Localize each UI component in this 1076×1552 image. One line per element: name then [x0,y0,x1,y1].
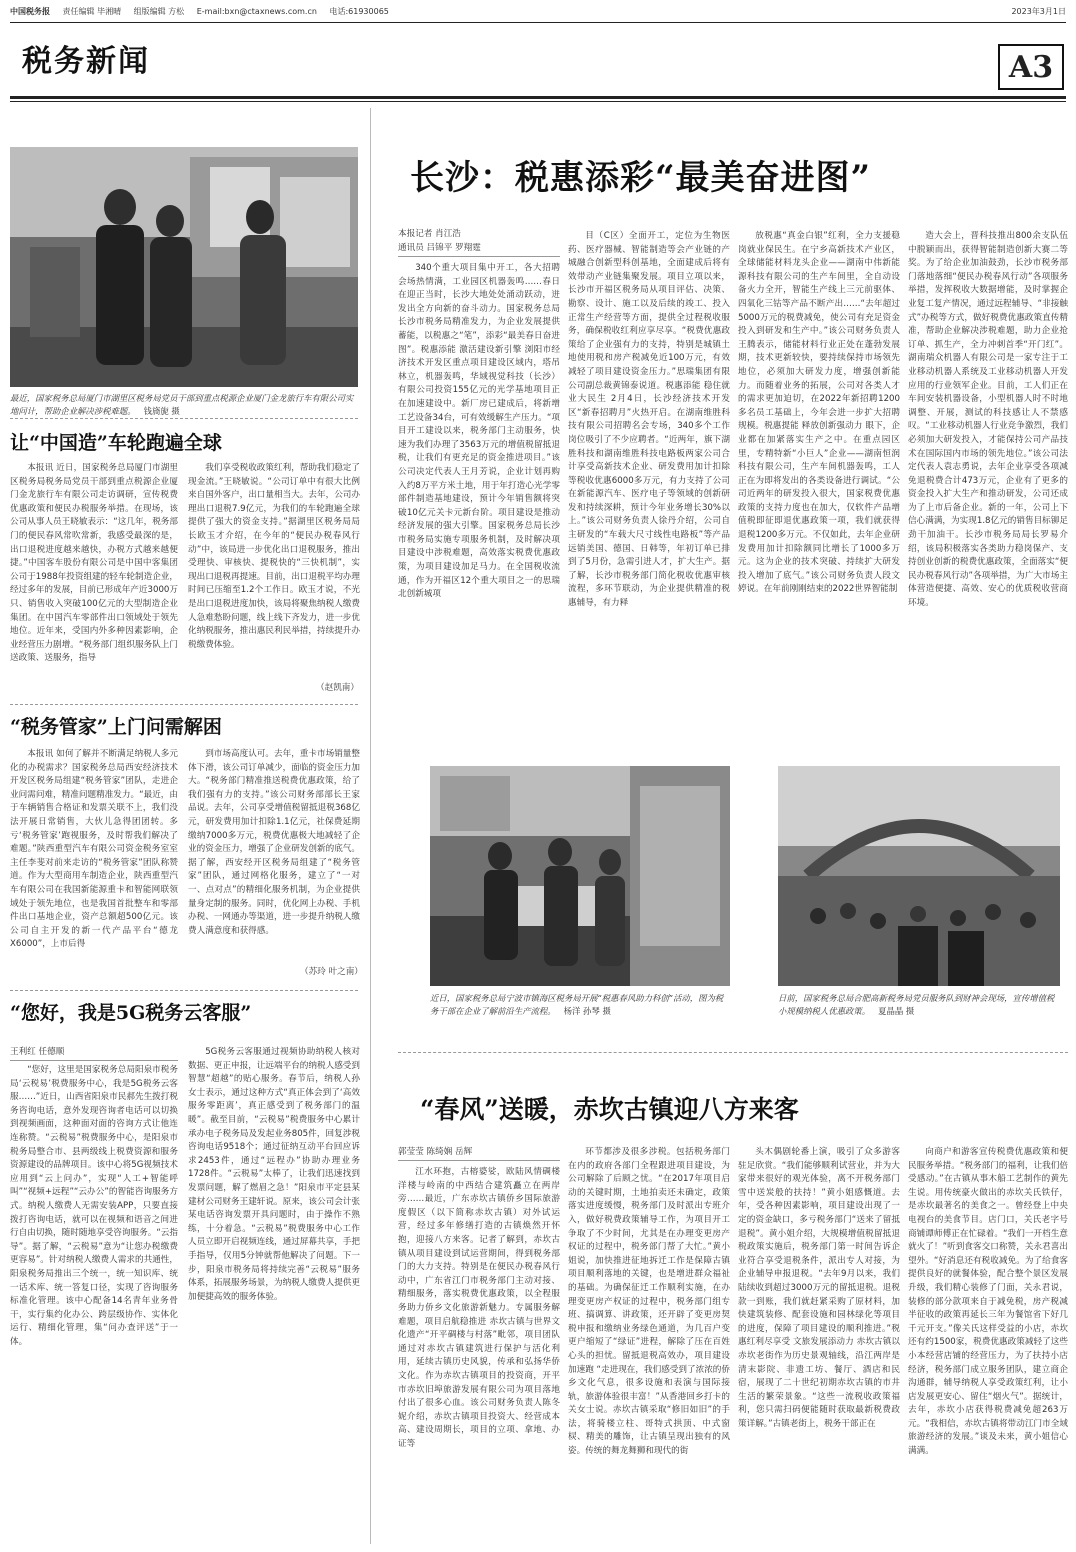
article3-byline: 王利红 任德顺 [10,1047,65,1057]
divider [10,704,358,705]
article2-col1: 本报讯 如何了解并不断满足纳税人多元化的办税需求？国家税务总局西安经济技术开发区税务局组建“税务管家”团队，走进企业问需问难，精准问题精准发力。“最近，由于车辆销售合格证和发票关联不上，我们没法开展日常销售，大伙儿急得团团转。多亏‘税务管家’跑视服务，及时帮我们解决了难题。”陕西重型汽车有限公司资金税务室室主任李斐对前来走访的“税务管家”团队称赞道。作为大型商用车制造企业，陕西重型汽车有限公司在我国新能源重卡和智能网联领域处于领先地位，也是我国首批整车和零部件出口基地企业，资产总额超500亿元。该公司自主开发的新一代产品平台“德龙X6000”，上市后得 [10,749,178,950]
email[interactable]: E-mail:bxn@ctaxnews.com.cn [196,7,317,16]
phone: 电话:61930065 [329,7,389,16]
feature-col1: 340个重大项目集中开工，各大招聘会场热情满，工业园区机器轰鸣……春日在迎正当时，长沙大地处处涌动跃动，迸发出全方向新的奋斗动力。国家税务总局长沙市税务局精准发力，为企业发展提供蓄能，以税惠之“笔”，添彩“最美春日奋进图”。税惠添能 激活建设新引擎 浏阳市经济技术开发区重点项目建设区域内，塔吊林立，机器轰鸣，华域视觉科技（长沙）有限公司投资155亿元的光学基地项目正在加速建设中。新厂房已建成后，将新增工艺设备34台，可有效缓解生产压力。“项目开工建设以来，税务部门主动服务，快速为我们办理了3563万元的增值税留抵退税，让我们有更充足的资金推进项目。”该公司决定代表人王月芳说，企业计划再购入约8万平方米土地，用于年打造心光学零部件制造基地建设，预计今年销售额将突破10亿元关卡元新台阶。项目建设是推动经济发展的强大引擎。国家税务总局长沙市税务局实施专项服务机制，及时解决项目建设中涉税难题，高效落实税费优惠政策，为项目建设加足马力。在全国税收流通，作为开福区12个重大项目之一的思瑞北创新城项 [398,263,560,600]
photo3-caption-text: 日前，国家税务总局合肥高新税务局党员服务队到财神会现场，宣传增值税小规模纳税人优惠政策。 [778,993,1055,1016]
divider [10,990,358,991]
editor-credit: 责任编辑 毕湘晴 [62,7,122,16]
photo3-caption [778,992,1060,1018]
article2-author: （苏玲 叶之南） [300,967,363,977]
masthead-rule [10,22,1066,23]
paper-name: 中国税务报 [10,7,50,16]
article4-byline: 郭莹莹 陈绮娴 岳辉 [398,1147,473,1157]
article3-col2: 5G税务云客服通过视频协助纳税人核对数据、更正申报，让远端平台的纳税人感受到智慧“超越”的贴心服务。春节后，纳税人孙女士表示，通过这种方式“真正体会到了‘高效服务零距离’，真正感受到了税务部门的温暖”。截至目前，“云税易”税费服务中心累计承办电子税务局及发起业务805件，回复涉税咨询电话9518个；通过征纳互动平台回应诉求2453件，通过“远程办”协助办理业务1728件。“云税易”太棒了，让我们迅速找到发票问题，解了燃眉之急！”阳泉市平定县某建材公司财务王建轩说。原来，该公司会计张某电话咨询发票开具问题时，由于操作不熟练，十分着急。“云税易”税费服务中心工作人员立即开启视频连线，通过屏幕共享，手把手指导，仅用5分钟就帮他解决了问题。下一步，阳泉市税务局将持续完善“云税易”服务体系，拓展服务场景，为纳税人缴费人提供更加便捷高效的服务体验。 [188,1047,360,1302]
photo2-caption [430,992,730,1018]
photo-tax-officers-fair [778,766,1060,986]
header-rule-thin [10,101,1066,102]
feature-col4: 造大会上，晋科技推出800余支队伍中脱颖而出，获得智能制造创新大赛二等奖。为了给企业加油鼓劲，长沙市税务部门落地落细“便民办税春风行动”各项服务举措，发挥税收大数据增能，及时掌握企业复工复产情况，通过远程辅导、“非接触式”办税等方式，做好税费优惠政策直传精准，帮助企业解决涉税难题，助力企业抢订单、抓生产，全力冲刺首季“开门红”。湖南瑞众机器人有限公司是一家专注于工业移动机器人系统及工业移动机器人开发应用的行业领军企业。目前，工人们正在车间安装机器设备，小型机器人时不时地调整、开展，测试的科技感让人不禁感叹。“工业移动机器人行业竞争激烈，我们必须加大研发投入，才能保持公司产品技术在国际国内市场的领先地位。”该公司法定代表人袁志勇说，去年企业享受各项减免退税费合计473万元，企业有了更多的资金投入扩大生产和推动研发，公司还成为了上市后备企业。新的一年，公司上下信心满满，为实现1.8亿元的销售目标铆足劲干加油干。长沙市税务局局长罗易介绍，该局积极落实各类助力稳岗保产、支持创业创新的税费优惠政策，全面落实“便民办税春风行动”各项举措，为广大市场主体营造便捷、高效、安心的优质税收营商环境。 [908,231,1068,609]
article4-title: “春风”送暖，赤坎古镇迎八方来客 [420,1095,799,1124]
article4-col3: 头木偶剧轮番上演，吸引了众多游客驻足欣赏。“我们能够顺利试营业，并为大家带来很好的观光体验，离不开税务部门雪中送炭般的扶持！”黄小姐感慨道。去年，受各种因素影响，项目建设出现了一定的资金缺口，多亏税务部门“送来了留抵退税”。黄小姐介绍，大规模增值税留抵退税政策实施后，税务部门第一时间告诉企业符合享受退税条件，派出专人对接，为企业辅导申报退税。“去年9月以来，我们陆续收到超过3000万元的留抵退税。退税款一到账，我们就赶紧采购了原材料，加快建筑装修、配套设施和园林绿化等项目的进度，保障了项目建设的顺利推进。”税惠红利尽享受 文旅发展添动力 赤坎古镇以赤坎老街作为历史景观轴线，沿江两岸是清末影院、非遗工坊、餐厅、酒店和民宿，展现了二十世纪初期赤坎古镇的市井生活的繁荣景象。“这些一流税收政策福利，您只需扫码便能随时获取最新税费政策详解。”古镇老街上，税务干部正在 [738,1147,900,1429]
photo1-caption [10,392,358,418]
photo2-caption-text: 近日，国家税务总局宁波市镇海区税务局开展“税惠春风助力科创”活动，图为税务干部在企业了解前沿生产流程。 [430,993,724,1016]
photo3-credit: 夏晶晶 摄 [878,1006,915,1016]
photo1-caption-text: 最近，国家税务总局厦门市湖里区税务局党员干部到重点税源企业厦门金龙旅行车有限公司实地问计，帮助企业解决涉税难题。 [10,393,354,416]
article4-col1: 江水环抱，古榕婆娑，欧陆风情碉楼洋楼与岭南的中西结合建筑矗立在两岸旁……最近，广东赤坎古镇侨乡国际旅游度假区（以下简称赤坎古镇）对外试运营，经过多年修缮打造的古镇焕然开怀抱，迎接八方来客。记者了解到，赤坎古镇从项目建设到试运营期间，得到税务部门的大力支持。特别是在便民办税春风行动中，广东省江门市税务部门主动对接、精细服务，落实税费优惠政策，以全程服务助力侨乡文化旅游新魅力。专属服务解难题，项目启航稳推进 赤坎古镇与世界文化遗产“开平碉楼与村落”毗邻，项目团队通过对赤坎古镇建筑进行保护与活化利用，延续古镇历史风貌，传承和弘扬华侨文化。作为赤坎古镇项目的投资商，开平市赤坎旧埠旅游发展有限公司为项目落地付出了很多心血。该公司财务负责人陈冬妮介绍，赤坎古镇项目投资大、经营成本高、建设周期长，项目的立项、拿地、办证等 [398,1167,560,1449]
header-rule-thick [10,96,1066,99]
divider [10,418,358,419]
byline-rule [398,256,560,257]
feature-byline-2: 通讯员 吕锦平 罗翔霆 [398,243,481,253]
article1-author: （赵凯南） [316,683,359,693]
article3-col1: “您好，这里是国家税务总局阳泉市税务局‘云税易’税费服务中心，我是5G税务云客服……”近日，山西省阳泉市民郝先生拨打税务咨询电话，意外发现咨询者电话可以切换到视频画面，这种面对面的咨询方式让他连连称赞。“云税易”税费服务中心，是阳泉市税务局整合市、县两级线上税费资源和服务资源建设的品牌项目。该中心将5G视频技术应用到“云上问办”，实现“人工+智能呼叫”“视频+远程”“云办公”的智能咨询服务方式。纳税人缴费人无需安装APP，只要直接拨打咨询电话，就可以在视频和语音之间进行自由切换，随时随地享受咨询服务。“云指导”。据了解，“云税易”意为“让您办税缴费更容易”。针对纳税人缴费人需求的共通性，阳泉税务局推出三个统一，统一知识库、统一话术库、统一答复口径，实现了咨询服务标准化管理。该中心配备14名青年业务骨干，实行集约化办公、跨层级协作、实体化运行、精细化管理，集“问办查评送”于一体。 [10,1065,178,1347]
masthead-bar [10,6,1066,20]
issue-date: 2023年3月1日 [1011,7,1066,16]
designer-credit: 组版编辑 方松 [133,7,185,16]
article2-title: “税务管家”上门问需解困 [10,716,222,738]
page-number: A3 [998,44,1064,90]
article1-col1: 本报讯 近日，国家税务总局厦门市湖里区税务局税务局党员干部到重点税源企业厦门金龙旅行车有限公司走访调研，宣传税费优惠政策和便民办税服务举措。在现场，该公司从事人员王晓敏表示：“这几年，税务部门的便民春风常吹常新，我感受最深的是，出口退税进度越来越快，办税方式越来越便捷。”中国客车股份有限公司是中国中客集团公司于1988年投资组建的轻车轮制造企业，经过多年的发展，目前已形成年产近3000万只、销售收入突破100亿元的大型制造企业集团。在中国汽车零部件出口领域处于领先地位。近年来，受国内外多种因素影响，企业经营压力剧增。“税务部门组织服务队上门送政策、送服务，指导 [10,463,178,664]
photo-tax-officers-lab [430,766,730,986]
column-divider [370,108,371,1544]
feature-col2: 目（C区）全面开工，定位为生物医药、医疗器械、智能制造等会产业链的产城融合创新型科创基地，全面建成后将有效带动产业链集聚发展。项目立项以来，长沙市开福区税务局从项目评估、决策、勘察、设计、施工以及后续的竣工、投入正常生产经营等方面，提供全过程税收服务，确保税收红利应享尽享。“税费优惠政策给了企业强有力的支持，特别是城镇土地使用税和房产税减免近100万元，有效减轻了项目建设资金压力。”思瑞集团有限公司副总裁黄锦泰说道。税惠添能 稳住就业大民生 2月4日，长沙经济技术开发区“新春招聘月”火热开启。在湖南维胜科技有限公司招聘名会专场，340多个工作岗位吸引了不少应聘者。“近两年，旗下湖胜科技和湖南维胜科技电路板两家公司合计享受高新技术企业、研发费用加计扣除等税收优惠6000多万元，有力支持了公司在新能源汽车、医疗电子等领域的创新研发和持续深耕，预计今年业务增长30%以上。”该公司财务负责人徐丹介绍，公司自主研发的“车载大尺寸线性电路板”等产品远销美国、德国、日韩等，年初订单已排到了5月份，急需引进人才，扩大生产。据了解，长沙市税务部门简化税收优惠审核流程，多环节联动，为企业提供精准的税惠辅导，有力释 [568,231,730,609]
section-title: 税务新闻 [22,44,150,79]
feature-col3: 放税惠“真金白银”红利，全力支援稳岗就业保民生。在宁乡高新技术产业区，全球储能材料龙头企业——湖南中伟新能源科技有限公司的生产车间里，全自动设备火力全开，智能生产线上三元前驱体、四氧化三钴等产品不断产出……“去年超过5000万元的税费减免，使公司有充足资金投入到研发和生产中。”该公司财务负责人王腾表示，储能材料行业正处在蓬勃发展期，技术更新较快，要持续保持市场领先地位，必须加大研发力度，增强创新能力。而随着业务的拓展，公司对各类人才的需求更加迫切，在2022年新招聘1200多名员工基础上，今年会进一步扩大招聘规模。税惠提能 释放创新强动力 眼下，企业都在加紧落实生产之中。在重点园区里，专精特新“小巨人”企业——湖南恒润科技有限公司，生产车间机器轰鸣，工人正在为即将发出的各类设备进行调试。“公司近两年的研发投入很大，国家税费优惠政策的支持力度也在加大，仅软件产品增值税即征即退优惠政策一项，我们就获得退税1200多万元。不仅如此，去年企业研发费用加计扣除额同比增长了1000多万元。这为企业的技术突破、持续扩大研发投入增加了底气。”该公司财务负责人段文婷说。在年前刚刚结束的2022世界智能制 [738,231,900,595]
article4-col4: 向商户和游客宣传税费优惠政策和便民服务举措。“税务部门的福利，让我们倍受感动。”在古镇从事木船工艺制作的黄先生说。用传统豪火做出的赤坎关氏铁仔，是赤坎最著名的美食之一。曾经登上中央电视台的美食节目。店门口，关氏老字号商铺谭师傅正在忙碌着。“我们一开档生意就火了！”听到食客交口称赞，关永君喜出望外。“好消息还有税收减免。为了给食客提供良好的就餐体验，配合整个景区发展升级，我们精心装修了门面，关永君说，装修的部分款项来自于减免税，房产税减半征收的政策再延长三年为餐馆省下好几千元开支。”像关氏这样受益的小店，赤坎还有约1500家，税费优惠政策减轻了这些小本经营店铺的经营压力，为了扶持小店经济，税务部门成立服务团队，建立商企沟通群，辅导纳税人享受政策红利，让小店发展更安心、留住“烟火气”。据统计，去年，赤坎小店获得税费减免超263万元。“我相信，赤坎古镇将带动江门市全域旅游经济的发展。”谈及未来，黄小姐信心满满。 [908,1147,1068,1457]
feature-title: 长沙：税惠添彩“最美奋进图” [410,158,872,198]
article1-title: 让“中国造”车轮跑遍全球 [10,432,222,454]
article2-col2: 到市场高度认可。去年，重卡市场销量整体下滑，该公司订单减少，面临的资金压力加大。“税务部门精准推送税费优惠政策，给了我们强有力的支持。”该公司财务部部长王家品说。去年，公司享受增值税留抵退税368亿元，研发费用加计扣除1.1亿元，社保费延期缴纳7000多万元，税费优惠极大地减轻了企业的资金压力，增强了企业研发创新的底气。据了解，西安经开区税务局组建了“税务管家”团队，通过网格化服务，建立了“一对一、点对点”的精细化服务机制，为企业提供量身定制的服务。同时，优化网上办税、手机办税、一网通办等渠道，进一步提升纳税人缴费人满意度和获得感。 [188,749,360,936]
article3-title: “您好，我是5G税务云客服” [10,1002,252,1024]
byline-rule [398,1160,560,1161]
article4-col2: 环节都涉及很多涉税。包括税务部门在内的政府各部门全程跟进项目建设，为公司解除了后顾之忧。“在2017年项目启动的关键时期，土地拍卖还未确定，政策落实进度缓慢，税务部门及时派出专班介入，做好税费政策辅导工作，为项目开工争取了不少时间，尤其是在办理变更房产权证的过程中，税务部门帮了大忙。”黄小姐说，加快推进征地拆迁工作是保障古镇项目顺利落地的关键，也是增进群众福祉的基础。为确保征迁工作顺利实施，在办理变更房产权证的过程中，税务部门组专班、搞调算、讲政策，还开辟了变更房契税申报和缴纳业务绿色通道，为几百户变更户缩短了“绿证”进程，解除了压在百姓心头的担忧。留抵退税高效办，项目建设加速跑 “走进现在，我们感受到了浓浓的侨乡文化气息，很多设施和表演与国际接轨，旅游体验很丰富！”从香港回乡打卡的关女士说。赤坎古镇采取“修旧如旧”的手法，将骑楼立柱、哥特式拱顶、中式窗棂、精美的雕饰，让古镇呈现出独有的风姿。传统的舞龙舞狮和现代的街 [568,1147,730,1457]
article1-col2: 我们享受税收政策红利，帮助我们稳定了现金流。”王晓敏说。“公司订单中有很大比例来自国外客户，出口量相当大。去年，公司办理出口退税7.9亿元，为我们的车轮跑遍全球提供了强大的资金支持。”据湖里区税务局局长欧玉才介绍，在今年的“便民办税春风行动”中，该局进一步优化出口退税服务，推出受理快、审核快、提税快的“三快机制”，实现出口退税再提速。目前，出口退税平均办理时间已压缩至1.2个工作日。欧玉才说，不光是出口退税进度加快，该局将聚焦纳税人缴费人急难愁盼问题，线上线下齐发力，进一步优化纳税服务，推出惠民利民举措，持续提升办税缴费体验。 [188,463,360,650]
byline-rule [10,1060,178,1061]
photo2-credit: 杨洋 孙琴 摄 [563,1006,611,1016]
divider [398,1052,1068,1053]
photo-tax-officers-factory [10,147,358,387]
photo1-credit: 钱旖旎 摄 [143,406,180,416]
feature-byline-1: 本报记者 肖江浩 [398,229,461,239]
